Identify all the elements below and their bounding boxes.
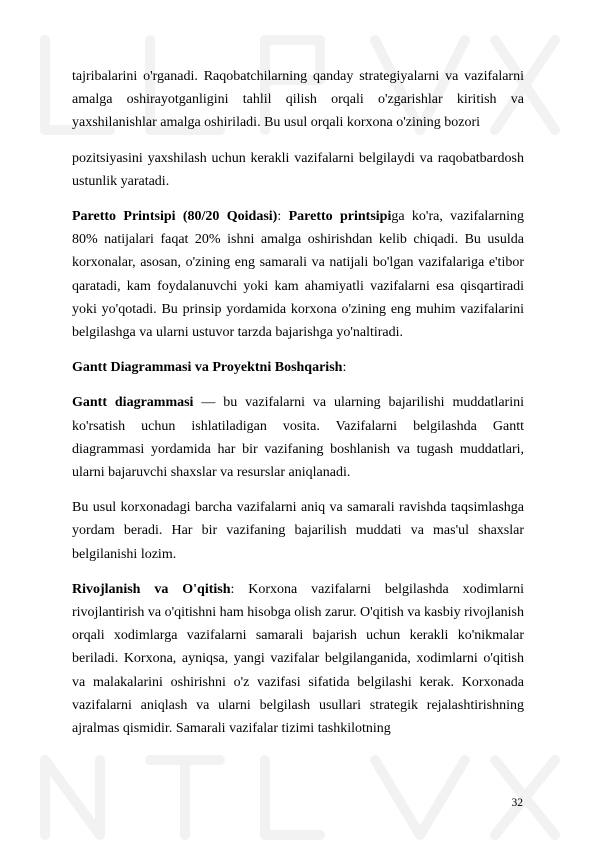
page-number: 32 <box>511 797 523 809</box>
rivojlanish-text: : Korxona vazifalarni belgilashda xodimlarni rivojlantirish va o'qitishni ham hisobga olish zarur. O'qitish va kasbiy rivojlanish orqali xodimlarga vazifalarni samarali bajarish uchun kerakli ko'nikmalar beriladi. Korxona, ayniqsa, yangi vazifalar belgilanganida, xodimlarni o'qitish va malakalarini oshirishni o'z vazifasi sifatida belgilashi kerak. Korxonada vazifalarni aniqlash va ularni belgilash usullari strategik rejalashtirishning ajralmas qismidir. Samarali vazifalar tizimi tashkilotning <box>72 581 525 737</box>
paretto-separator: : <box>277 209 289 225</box>
paragraph-6-text: Bu usul korxonadagi barcha vazifalarni aniq va samarali ravishda taqsimlashga yordam beradi. Har bir vazifaning bajarilish muddati va mas'ul shaxslar belgilanishi lozim. <box>72 500 524 562</box>
document-body <box>72 65 524 752</box>
paragraph-rivojlanish <box>72 578 524 740</box>
gantt-text: — bu vazifalarni va ularning bajarilishi muddatlarini ko'rsatish uchun ishlatiladigan vosita. Vazifalarni belgilashda Gantt diagrammasi yordamida har bir vazifaning boshlanish va tugash muddatlari, ularni bajaruvchi shaxslar va resurslar aniqlanadi. <box>72 395 524 481</box>
paretto-term: Paretto printsipi <box>288 209 392 225</box>
paragraph-2 <box>72 147 524 193</box>
paretto-heading: Paretto Printsipi (80/20 Qoidasi) <box>72 209 278 225</box>
rivojlanish-heading: Rivojlanish va O'qitish <box>72 581 231 597</box>
paragraph-2-text: pozitsiyasini yaxshilash uchun kerakli vazifalarni belgilaydi va raqobatbardosh ustunlik yaratadi. <box>72 150 524 189</box>
gantt-section-heading: Gantt Diagrammasi va Proyektni Boshqarish <box>72 360 343 376</box>
paragraph-1 <box>72 65 524 135</box>
gantt-term: Gantt diagrammasi <box>72 395 194 411</box>
paragraph-6 <box>72 496 524 566</box>
gantt-section-colon: : <box>342 360 347 376</box>
paragraph-gantt-heading <box>72 356 524 379</box>
paragraph-paretto <box>72 205 524 344</box>
paragraph-gantt <box>72 391 524 484</box>
paragraph-1-text: tajribalarini o'rganadi. Raqobatchilarning qanday strategiyalarni va vazifalarni amalga oshirayotganligini tahlil qilish orqali o'zgarishlar kiritish va yaxshilanishlar amalga oshiriladi. Bu usul orqali korxona o'zining bozori <box>72 69 524 131</box>
paretto-text: ga ko'ra, vazifalarning 80% natijalari faqat 20% ishni amalga oshirishdan kelib chiqadi. Bu usulda korxonalar, asosan, o'zining eng samarali va natijali bo'lgan vazifalariga e'tibor qaratadi, kam foydalanuvchi yoki kam ahamiyatli vazifalarni esa qisqartiradi yoki yo'qotadi. Bu prinsip yordamida korxona o'zining eng muhim vazifalarini belgilashga va ularni ustuvor tarzda bajarishga yo'naltiradi. <box>72 209 525 341</box>
